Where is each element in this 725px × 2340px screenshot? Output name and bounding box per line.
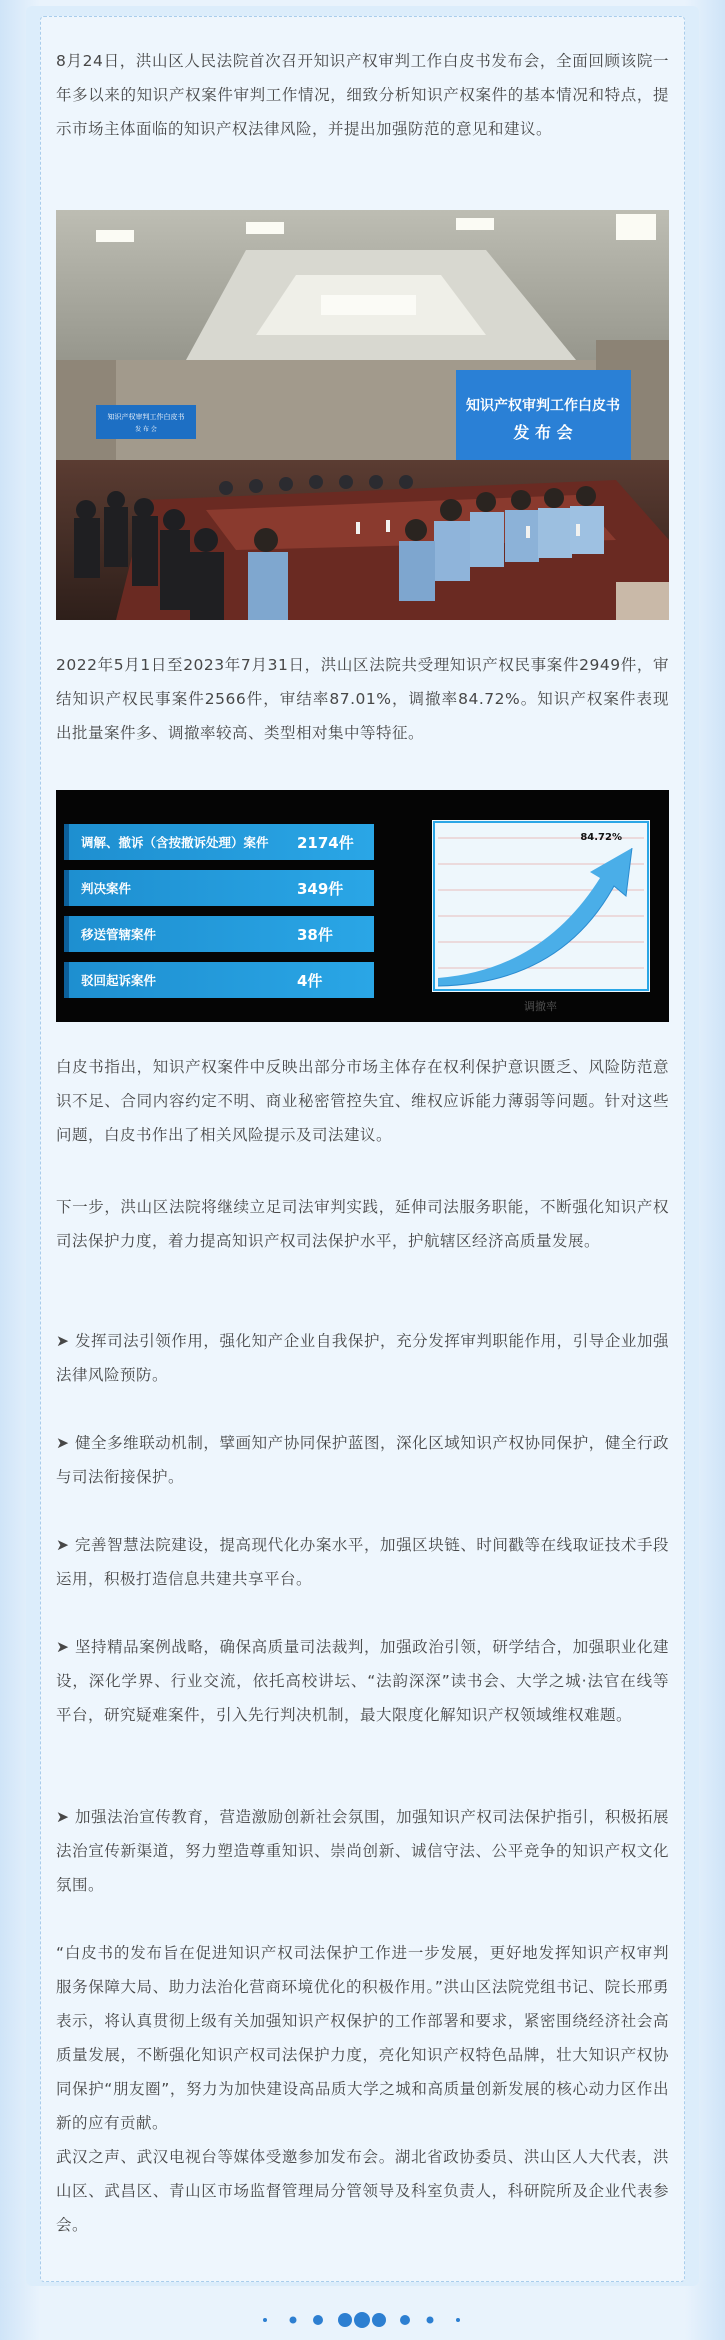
left-screen-title: 知识产权审判工作白皮书: [107, 413, 185, 421]
stat-label: 判决案件: [81, 881, 132, 896]
measure-item-5: ➤ 加强法治宣传教育，营造激励创新社会氛围，加强知识产权司法保护指引，积极拓展法治宣传新渠道，努力塑造尊重知识、崇尚创新、诚信守法、公平竞争的知识产权文化氛围。: [56, 1808, 669, 1894]
decorative-dots-divider: [0, 2310, 725, 2330]
intro-paragraph: 8月24日，洪山区人民法院首次召开知识产权审判工作白皮书发布会，全面回顾该院一年多以来的知识产权案件审判工作情况，细致分析知识产权案件的基本情况和特点，提示市场主体面临的知识产权法律风险，并提出加强防范的意见和建议。: [56, 52, 669, 138]
measure-item-3: ➤ 完善智慧法院建设，提高现代化办案水平，加强区块链、时间戳等在线取证技术手段运用，积极打造信息共建共享平台。: [56, 1536, 669, 1588]
stat-row-transfer: [64, 916, 374, 952]
stat-value: 2174件: [297, 833, 354, 852]
mediation-rate-chart: [432, 820, 650, 992]
next-step-paragraph: 下一步，洪山区法院将继续立足司法审判实践，延伸司法服务职能，不断强化知识产权司法保护力度，着力提高知识产权司法保护水平，护航辖区经济高质量发展。: [56, 1198, 669, 1250]
measure-item-4: ➤ 坚持精品案例战略，确保高质量司法裁判，加强政治引领，研学结合，加强职业化建设，深化学界、行业交流，依托高校讲坛、“法韵深深”读书会、大学之城·法官在线等平台，研究疑难案件，引入先行判决机制，最大限度化解知识产权领域维权难题。: [56, 1638, 669, 1724]
measure-item-1: ➤ 发挥司法引领作用，强化知产企业自我保护，充分发挥审判职能作用，引导企业加强法律风险预防。: [56, 1332, 669, 1384]
main-screen-subtitle: 发 布 会: [513, 423, 573, 442]
stat-label: 调解、撤诉（含按撤诉处理）案件: [81, 835, 269, 850]
stat-row-mediation: [64, 824, 374, 860]
stat-value: 349件: [297, 879, 344, 898]
main-screen-title: 知识产权审判工作白皮书: [466, 398, 620, 414]
measure-item-2: ➤ 健全多维联动机制，擘画知产协同保护蓝图，深化区域知识产权协同保护，健全行政与司法衔接保护。: [56, 1434, 669, 1486]
stat-value: 38件: [297, 925, 333, 944]
conference-photo: [56, 210, 669, 620]
statistics-paragraph: 2022年5月1日至2023年7月31日，洪山区法院共受理知识产权民事案件2949件，审结知识产权民事案件2566件，审结率87.01%，调撤率84.72%。知识产权案件表现出批量案件多、调撤率较高、类型相对集中等特征。: [56, 656, 669, 742]
case-statistics-infographic: [56, 790, 669, 1022]
stat-row-dismissal: [64, 962, 374, 998]
attendees-paragraph: 武汉之声、武汉电视台等媒体受邀参加发布会。湖北省政协委员、洪山区人大代表，洪山区、武昌区、青山区市场监督管理局分管领导及科室负责人，科研院所及企业代表参会。: [56, 2148, 669, 2234]
stat-label: 移送管辖案件: [81, 927, 157, 942]
left-screen-subtitle: 发 布 会: [135, 426, 157, 433]
quote-paragraph: “白皮书的发布旨在促进知识产权司法保护工作进一步发展，更好地发挥知识产权审判服务保障大局、助力法治化营商环境优化的积极作用。”洪山区法院党组书记、院长邢勇表示，将认真贯彻上级有关加强知识产权保护的工作部署和要求，紧密围绕经济社会高质量发展，不断强化知识产权司法保护力度，亮化知识产权特色品牌，壮大知识产权协同保护“朋友圈”，努力为加快建设高品质大学之城和高质量创新发展的核心动力区作出新的应有贡献。: [56, 1944, 669, 2132]
rate-caption: 调撤率: [524, 1000, 557, 1013]
risk-paragraph: 白皮书指出，知识产权案件中反映出部分市场主体存在权利保护意识匮乏、风险防范意识不足、合同内容约定不明、商业秘密管控失宜、维权应诉能力薄弱等问题。针对这些问题，白皮书作出了相关风险提示及司法建议。: [56, 1058, 669, 1144]
rate-label: 84.72%: [580, 832, 622, 843]
stat-label: 驳回起诉案件: [81, 973, 157, 988]
stat-value: 4件: [297, 971, 323, 990]
stat-row-judgment: [64, 870, 374, 906]
